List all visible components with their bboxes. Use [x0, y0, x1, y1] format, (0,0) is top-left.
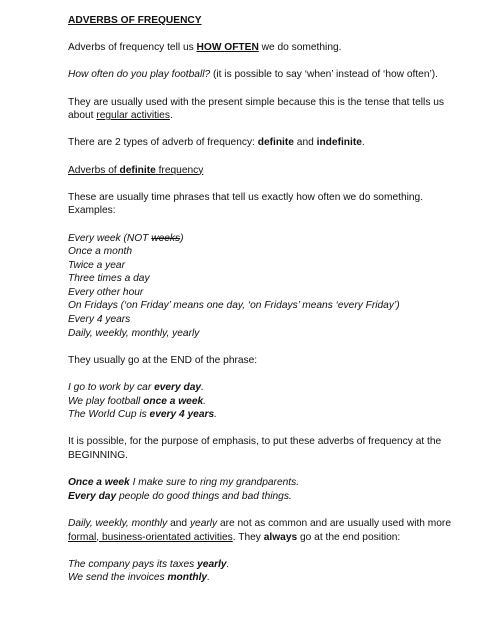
spacer — [68, 123, 455, 137]
beginning-example-1 — [68, 476, 455, 490]
intro-paragraph — [68, 41, 455, 55]
spacer — [68, 367, 455, 381]
end-example-1 — [68, 381, 455, 395]
example-once-a-month: Once a month — [68, 246, 132, 258]
end-example-1-text: I go to work by car — [68, 382, 155, 394]
types-and: and — [293, 137, 317, 149]
spacer — [68, 177, 455, 191]
formal-example-2 — [68, 571, 455, 585]
formal-example-2-end: . — [207, 572, 210, 584]
formal-always: always — [263, 531, 298, 543]
end-example-2-end: . — [203, 395, 207, 407]
definite-heading-bold: definite — [119, 164, 156, 176]
beginning-example-1-text: I make sure to ring my grandparents. — [129, 477, 300, 489]
formal-example-2-text: We send the invoices — [68, 572, 168, 584]
example-daily: Daily, weekly, monthly, yearly — [68, 327, 200, 339]
emphasis-paragraph: It is possible, for the purpose of emphasis, to put these adverbs of frequency at the BEGINNING. — [68, 436, 442, 461]
document-title: ADVERBS OF FREQUENCY — [68, 15, 202, 26]
spacer — [68, 503, 455, 517]
definite-heading-post: frequency — [155, 164, 204, 176]
end-example-1-bold: every day — [154, 382, 202, 394]
spacer — [68, 28, 455, 42]
type-indefinite: indefinite — [316, 137, 362, 149]
example-every-4-years: Every 4 years — [68, 314, 131, 326]
formal-and: and — [167, 517, 190, 529]
formal-example-1-text: The company pays its taxes — [68, 558, 198, 570]
formal-italic-2: yearly — [189, 517, 218, 529]
present-simple-text: They are usually used with the present simple because this is the tense that tells us about — [68, 96, 445, 122]
formal-italic-1: Daily, weekly, monthly — [68, 517, 168, 529]
intro-text-end: we do something. — [258, 42, 342, 54]
beginning-example-1-bold: Once a week — [68, 477, 130, 489]
beginning-examples-list — [68, 476, 455, 503]
spacer — [68, 55, 455, 69]
example-three-times-a-day: Three times a day — [68, 273, 150, 285]
time-phrases-paragraph: These are usually time phrases that tell us exactly how often we do something. Examples: — [68, 191, 424, 217]
spacer — [68, 150, 455, 164]
spacer — [68, 340, 455, 354]
beginning-example-2-bold: Every day — [68, 490, 117, 502]
end-examples-list — [68, 381, 455, 422]
examples-list — [68, 232, 455, 341]
formal-examples-list — [68, 558, 455, 585]
present-simple-end: . — [169, 110, 173, 122]
end-example-2-text: We play football — [68, 395, 144, 407]
beginning-example-2 — [68, 490, 455, 504]
example-on-fridays: On Fridays (‘on Friday’ means one day, ‘on Fridays’ means ‘every Friday’) — [68, 300, 400, 312]
spacer — [68, 422, 455, 436]
spacer — [68, 544, 455, 558]
formal-text: are not as common and are usually used with more — [217, 517, 451, 529]
formal-paragraph — [68, 517, 455, 544]
spacer — [68, 218, 455, 232]
example-every-other-hour: Every other hour — [68, 286, 144, 298]
spacer — [68, 463, 455, 477]
example-every-week — [68, 232, 455, 246]
example-every-week-end: ) — [180, 232, 184, 244]
definite-heading — [68, 164, 455, 178]
types-text: There are 2 types of adverb of frequency: — [68, 137, 258, 149]
regular-activities-text: regular activities — [96, 110, 170, 122]
end-example-3-text: The World Cup is — [68, 409, 150, 421]
types-end: . — [361, 137, 365, 149]
example-every-week-strike: weeks — [151, 232, 181, 244]
question-note: (it is possible to say ‘when’ instead of ‘how often’). — [210, 69, 438, 81]
end-of-phrase-paragraph: They usually go at the END of the phrase: — [68, 354, 258, 366]
formal-end: go at the end position: — [297, 531, 401, 543]
example-twice-a-year: Twice a year — [68, 259, 125, 271]
definite-heading-pre: Adverbs of — [68, 164, 120, 176]
types-paragraph — [68, 136, 455, 150]
intro-emphasis: HOW OFTEN — [196, 42, 259, 54]
question-paragraph — [68, 68, 455, 82]
intro-text: Adverbs of frequency tell us — [68, 42, 197, 54]
end-example-3-bold: every 4 years — [149, 409, 215, 421]
formal-example-2-bold: monthly — [167, 572, 208, 584]
formal-underline: formal, business-orientated activities — [68, 531, 233, 543]
formal-example-1 — [68, 558, 455, 572]
end-example-2 — [68, 395, 455, 409]
formal-example-1-end: . — [226, 558, 230, 570]
beginning-example-2-text: people do good things and bad things. — [116, 490, 292, 502]
end-example-1-end: . — [201, 382, 204, 394]
example-every-week-text: Every week (NOT — [68, 232, 152, 244]
formal-text-2: . They — [232, 531, 264, 543]
end-example-2-bold: once a week — [143, 395, 204, 407]
present-simple-paragraph — [68, 96, 455, 123]
type-definite: definite — [257, 137, 294, 149]
spacer — [68, 82, 455, 96]
formal-example-1-bold: yearly — [197, 558, 227, 570]
question-text: How often do you play football? — [68, 69, 211, 81]
end-example-3 — [68, 408, 455, 422]
end-example-3-end: . — [214, 409, 217, 421]
